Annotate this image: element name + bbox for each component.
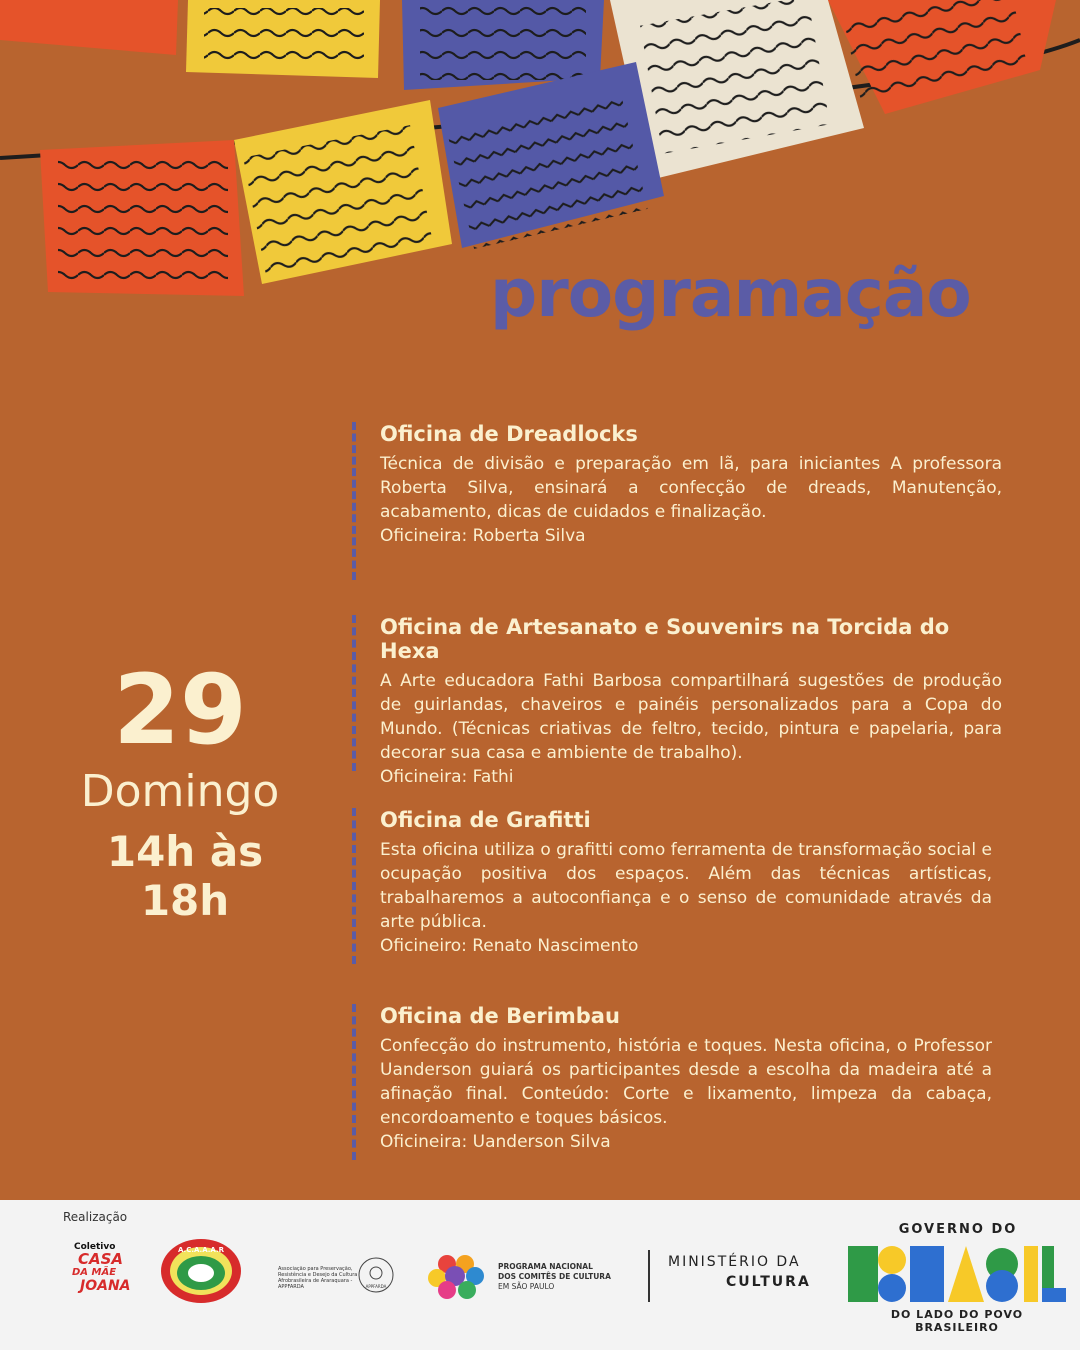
flag-red [40,140,244,296]
ministerio-cultura-logo: MINISTÉRIO DA CULTURA [668,1254,811,1290]
pnc-text: PROGRAMA NACIONAL DOS COMITÊS DE CULTURA EM SÃO PAULO [498,1262,611,1291]
workshop-berimbau [352,1004,992,1160]
event-date [60,654,310,925]
flag-top-red-right [828,0,1056,114]
workshop-grafitti [352,808,992,964]
workshop-instructor: Oficineira: Uanderson Silva [380,1132,611,1152]
flag-top-red-left [0,0,178,55]
workshop-artesanato [352,615,1002,787]
acaaar-seal-logo [160,1238,242,1304]
page-title: programação [490,255,971,332]
workshop-dreadlocks [352,422,1002,580]
governo-top-label: GOVERNO DO [898,1222,1018,1237]
governo-slogan: DO LADO DO POVO BRASILEIRO [890,1308,1024,1334]
workshop-description: Técnica de divisão e preparação em lã, para iniciantes A professora Roberta Silva, ensinará a confecção de dreads, Manutenção, acabamento, dicas de cuidados e finalização. [380,454,1002,522]
appfarda-text: Associação para Preservação, Resistência e Desejo da Cultura Afrobrasileira de Araraquara - APPFARDA [278,1266,358,1290]
sponsors-footer [0,1200,1080,1350]
flag-yellow [234,100,452,285]
event-time: 14h às 18h [106,827,264,925]
pnc-logo-icon [425,1252,493,1302]
workshop-instructor: Oficineiro: Renato Nascimento [380,936,639,956]
flag-top-yellow [186,0,380,78]
workshop-description: Esta oficina utiliza o grafitti como ferramenta de transformação social e ocupação positiva dos espaços. Além das técnicas artísticas, trabalharemos a autoconfiança e o senso de comunidade através da arte pública. [380,840,992,932]
flag-blue [438,62,664,249]
casa-mae-joana-logo: Coletivo CASA DA MÃE JOANA [72,1242,131,1294]
workshop-title: Oficina de Grafitti [380,808,591,832]
workshop-title: Oficina de Dreadlocks [380,422,638,446]
governo-brasil-logo [848,1244,1066,1304]
svg-text:A.C.A.A.A.R: A.C.A.A.A.R [177,1246,225,1254]
workshop-instructor: Oficineira: Fathi [380,767,514,787]
date-day: 29 [113,654,247,766]
workshop-title: Oficina de Berimbau [380,1004,620,1028]
realizacao-label: Realização [63,1210,128,1224]
date-weekday: Domingo [80,766,280,817]
workshop-title: Oficina de Artesanato e Souvenirs na Torcida do Hexa [380,615,950,663]
workshop-description: Confecção do instrumento, história e toques. Nesta oficina, o Professor Uanderson guiará os participantes desde a escolha da madeira até a afinação final. Conteúdo: Corte e lixamento, limpeza da cabaça, encordoamento e toques básicos. [380,1036,992,1128]
workshop-description: A Arte educadora Fathi Barbosa compartilhará sugestões de produção de guirlandas, chaveiros e painéis personalizados para a Copa do Mundo. (Técnicas criativas de feltro, tecido, pintura e papelaria, para decorar sua casa e ambiente de trabalho). [380,671,1002,763]
workshop-instructor: Oficineira: Roberta Silva [380,526,586,546]
divider [648,1250,650,1302]
svg-text:APPFARDA: APPFARDA [365,1284,387,1289]
appfarda-seal-logo [356,1256,396,1294]
